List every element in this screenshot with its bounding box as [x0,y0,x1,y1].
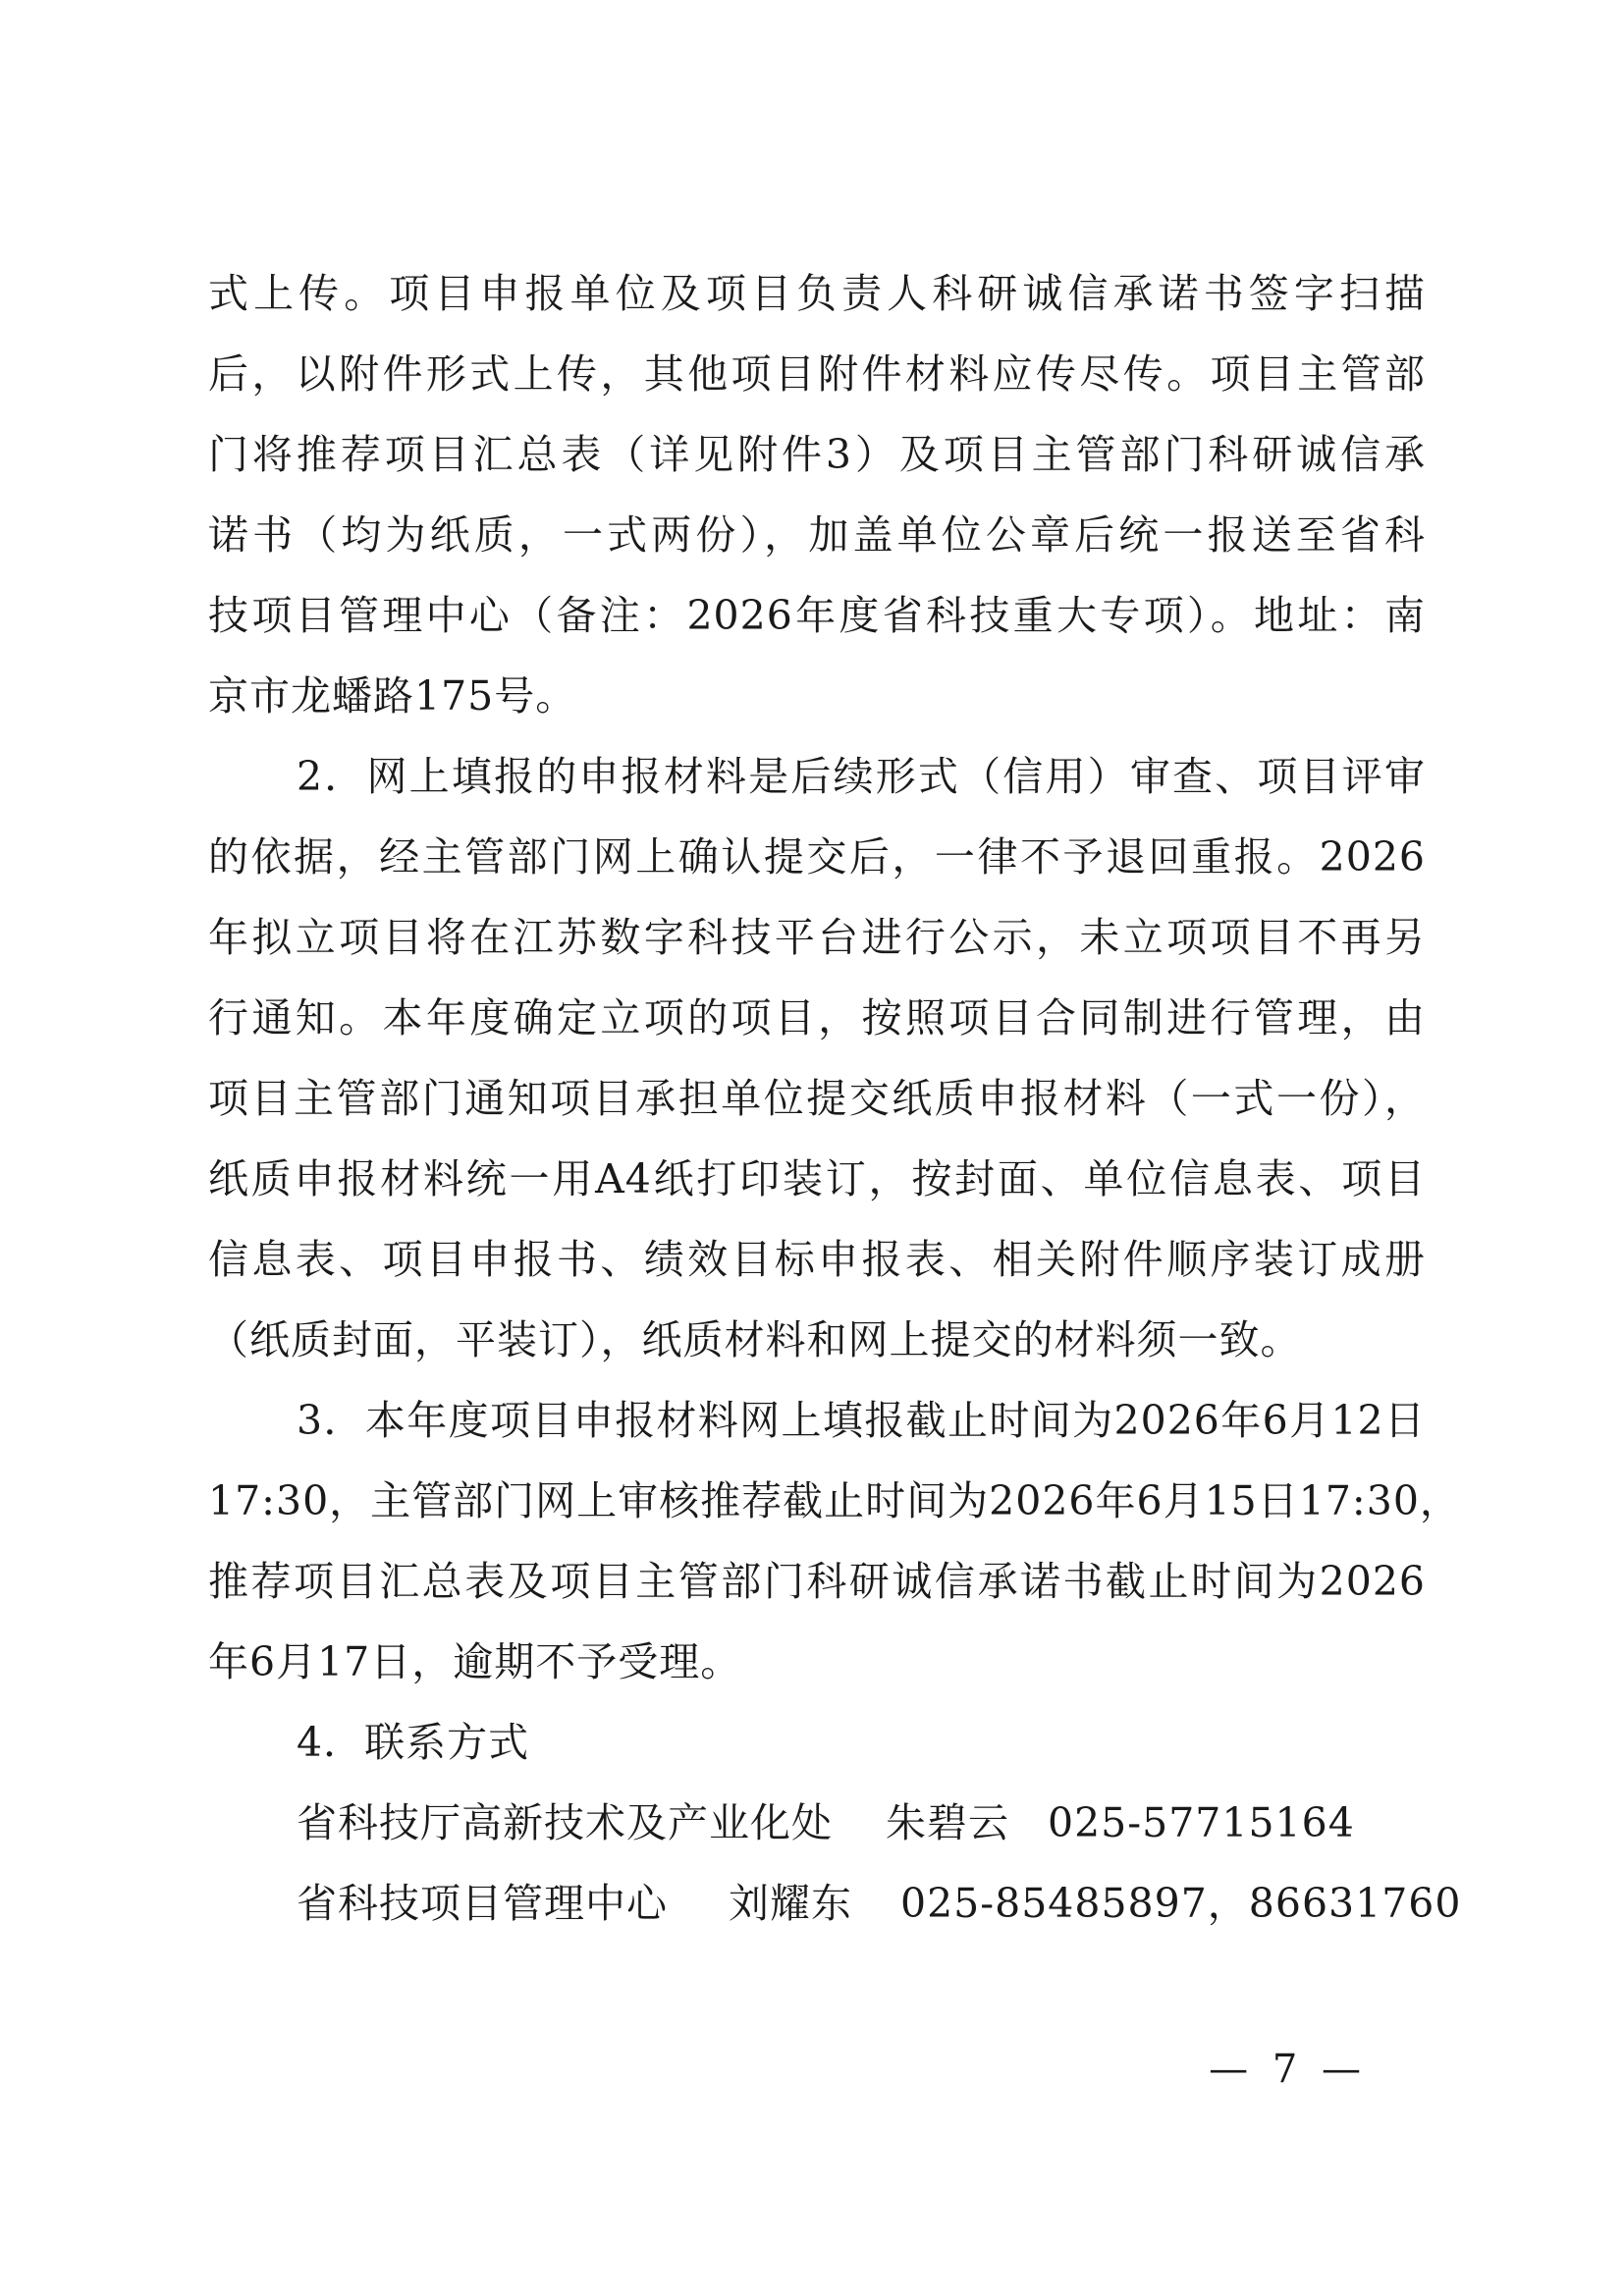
contact-name: 刘耀东 [729,1880,852,1927]
body-text [208,253,1462,1944]
paragraph-3-line-2: 17:30，主管部门网上审核推荐截止时间为2026年6月15日17:30， [208,1477,1461,1524]
paragraph-1-line-4: 诺书（均为纸质，一式两份），加盖单位公章后统一报送至省科 [208,511,1426,559]
paragraph-1-line-2: 后，以附件形式上传，其他项目附件材料应传尽传。项目主管部 [208,350,1426,398]
page-number: — 7 — [1209,2047,1367,2092]
contact-row [208,1863,1462,1944]
paragraph-2-line-6: 纸质申报材料统一用A4纸打印装订，按封面、单位信息表、项目 [208,1155,1426,1202]
paragraph-2-line-3: 年拟立项目将在江苏数字科技平台进行公示，未立项项目不再另 [208,914,1426,961]
paragraph-2-line-1: 2．网上填报的申报材料是后续形式（信用）审查、项目评审 [297,753,1426,800]
paragraph-3-line-4: 年6月17日，逾期不予受理。 [208,1638,742,1685]
paragraph-2-line-5: 项目主管部门通知项目承担单位提交纸质申报材料（一式一份）， [208,1075,1426,1122]
paragraph-1-line-1: 式上传。项目申报单位及项目负责人科研诚信承诺书签字扫描 [208,270,1426,317]
paragraph-2-line-7: 信息表、项目申报书、绩效目标申报表、相关附件顺序装订成册 [208,1236,1426,1283]
paragraph-2-line-4: 行通知。本年度确定立项的项目，按照项目合同制进行管理，由 [208,994,1426,1041]
contact-heading: 4．联系方式 [297,1719,530,1766]
contact-phone: 025-85485897，86631760 [900,1880,1462,1927]
contact-name: 朱碧云 [886,1799,1009,1846]
paragraph-3-line-1: 3．本年度项目申报材料网上填报截止时间为2026年6月12日 [297,1397,1426,1444]
paragraph-1-line-3: 门将推荐项目汇总表（详见附件3）及项目主管部门科研诚信承 [208,431,1426,478]
contact-phone: 025-57715164 [1048,1799,1355,1846]
contact-org: 省科技厅高新技术及产业化处 [297,1799,833,1846]
contact-org: 省科技项目管理中心 [297,1880,668,1927]
paragraph-1-line-6: 京市龙蟠路175号。 [208,672,577,720]
paragraph-2-line-8: （纸质封面，平装订），纸质材料和网上提交的材料须一致。 [208,1316,1302,1363]
paragraph-3-line-3: 推荐项目汇总表及项目主管部门科研诚信承诺书截止时间为2026 [208,1558,1426,1605]
paragraph-1-line-5: 技项目管理中心（备注：2026年度省科技重大专项）。地址：南 [208,592,1426,639]
contact-row [208,1783,1426,1863]
paragraph-2-line-2: 的依据，经主管部门网上确认提交后，一律不予退回重报。2026 [208,833,1426,881]
